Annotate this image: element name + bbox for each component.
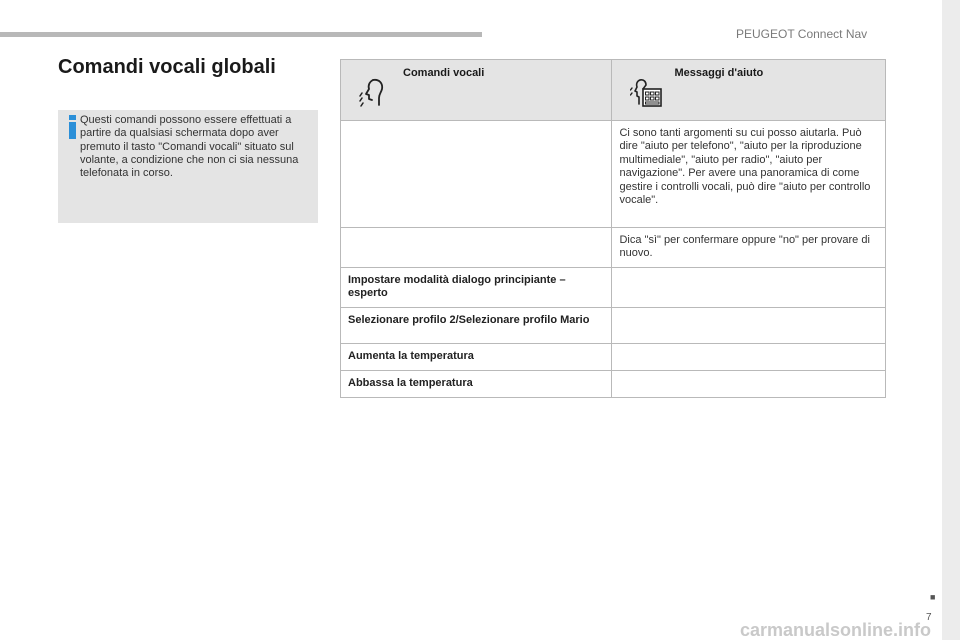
column-header-commands [341,60,612,121]
info-text: Questi comandi possono essere effettuati a partire da qualsiasi schermata dopo aver premuto il tasto "Comandi vocali" situato sul volante, a condizione che non ci sia nessuna telefonata in corso. [80,114,299,180]
help-cell [612,343,886,370]
info-icon [65,115,81,137]
table-row [341,343,886,370]
info-box [58,110,318,223]
page-title: Comandi vocali globali [58,56,276,78]
table-header-row [341,60,886,121]
header-brand: PEUGEOT Connect Nav [736,27,868,41]
column-header-help-label: Messaggi d'aiuto [674,67,764,79]
table-row [341,121,886,228]
command-cell: Aumenta la temperatura [341,343,612,370]
column-header-commands-label: Comandi vocali [403,67,485,79]
table-row [341,307,886,343]
strip-mark: ■ [930,592,936,602]
table-row [341,268,886,308]
header-rule [0,32,482,37]
voice-commands-table [340,59,886,398]
help-cell: Dica "sì" per confermare oppure "no" per provare di nuovo. [612,228,886,268]
command-cell: Abbassa la temperatura [341,370,612,397]
help-cell [612,370,886,397]
help-cell: Ci sono tanti argomenti su cui posso aiutarla. Può dire "aiuto per telefono", "aiuto per la riproduzione multimediale", "aiuto per radio", "aiuto per navigazione". Per avere una panoramica di come gestire i controlli vocali, può dire "aiuto per controllo vocale". [612,121,886,228]
help-cell [612,268,886,308]
page-number: 7 [926,612,932,623]
help-message-icon [630,76,662,108]
column-header-help [612,60,886,121]
page-edge-strip [942,0,960,640]
table-row [341,228,886,268]
command-cell: Selezionare profilo 2/Selezionare profilo Mario [341,307,612,343]
command-cell [341,121,612,228]
command-cell: Impostare modalità dialogo principiante – esperto [341,268,612,308]
help-cell [612,307,886,343]
command-cell [341,228,612,268]
voice-command-icon [359,76,391,108]
table-row [341,370,886,397]
watermark: carmanualsonline.info [740,620,932,640]
